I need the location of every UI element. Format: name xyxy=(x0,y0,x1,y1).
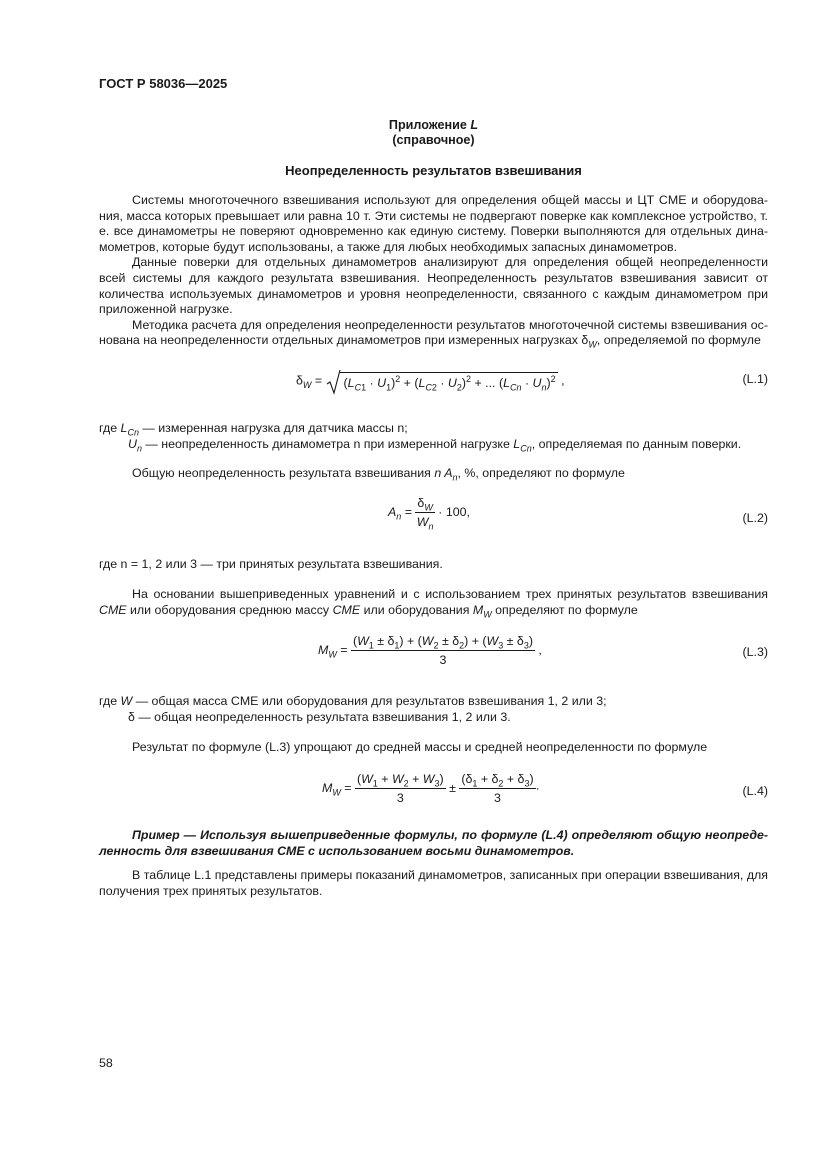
fraction-l4-a: $\frac{(W_1 + W_2 + W_3)}{3}$ xyxy=(356,772,444,805)
equation-l2: $A_n$ = $\frac{\delta_W}{W_n}$ · 100, xyxy=(388,496,470,532)
where-l1-item-2: — неопределенность динамометра n при измеренной нагрузке xyxy=(145,437,510,451)
equation-number-l4: (L.4) xyxy=(742,784,768,798)
paragraph-3 xyxy=(99,318,768,349)
annex-title-prefix: Приложение xyxy=(388,118,467,132)
paragraph-7: В таблице L.1 представлены примеры показаний динамометров, записанных при операции взвешивания, для получения трех принятых результатов. xyxy=(99,868,768,898)
paragraph-7-block xyxy=(99,868,768,899)
paragraph-2: Данные поверки для отдельных динамометров анализируют для определения общей неопределенности всей системы для каждого результата взвешивания. Неопределенность результатов взвешивания зависит от количества используемых динамометров и уровня неопределенности, связанного с каждым динамометром при приложенной нагрузке. xyxy=(99,255,768,317)
equation-number-l1: (L.1) xyxy=(742,372,768,386)
where-l1-item-2-tail: , определяемая по данным поверки. xyxy=(531,437,742,451)
paragraph-4-text: Общую неопределенность результата взвешивания xyxy=(132,466,431,480)
fraction-l3: $\frac{(W_1 \pm \delta_1) + (W_2 \pm \delta_2) + (W_3 \pm \delta_3)}{3}$ xyxy=(352,634,533,667)
fraction-l3-den: 3 xyxy=(439,653,447,667)
paragraph-3-b: , определяемой по формуле xyxy=(596,333,761,348)
paragraph-5-a: На основании вышеприведенных уравнений и с использованием трех принятых результатов взвешивания xyxy=(132,587,768,601)
example-text: Пример — Используя вышеприведенные формулы, по формуле (L.4) определяют общую неопреде-ленность для взвешивания СМЕ с использованием восьми динамометров. xyxy=(99,828,768,858)
term-cme: CME xyxy=(99,602,127,617)
paragraph-1: Системы многоточечного взвешивания используют для определения общей массы и ЦТ CME и оборудова-ния, масса которых превышает или равна 10 т. Эти системы не подвергают поверке как комплексное устройство, т. е. все динамометры не поверяют одновременно как единую систему. Поверки выполняются для отдельных дина-мометров, которые будут использованы, а также для любых необходимых запасных динамометров. xyxy=(99,193,768,254)
paragraph-5-b: или оборудования среднюю массу xyxy=(130,602,330,617)
paragraph-5-c: или оборудования xyxy=(363,602,470,617)
intro-section xyxy=(99,193,768,349)
where-l1-intro: где xyxy=(99,421,118,435)
page-number: 58 xyxy=(99,1056,113,1070)
where-l3-row-2: δ — общая неопределенность результата взвешивания 1, 2 или 3. xyxy=(128,710,511,724)
annex-heading: Неопределенность результатов взвешивания xyxy=(285,163,582,178)
where-l1-item-1: — измеренная нагрузка для датчика массы n; xyxy=(142,421,408,435)
term-cme: CME xyxy=(332,602,361,617)
equation-l2-factor: · 100, xyxy=(438,504,470,519)
paragraph-5-d: определяют по формуле xyxy=(495,602,638,617)
where-block-l1 xyxy=(99,420,779,452)
equation-number-l3: (L.3) xyxy=(742,645,768,659)
equation-l4: $M_W$ = $\frac{(W_1 + W_2 + W_3)}{3}$ ± $\frac{(\delta_1 + \delta_2 + \delta_3)}{3}$ · xyxy=(322,772,540,805)
where-l2-text: где n = 1, 2 или 3 — три принятых результата взвешивания. xyxy=(99,557,443,571)
paragraph-6: Результат по формуле (L.3) упрощают до средней массы и средней неопределенности по формуле xyxy=(132,740,708,754)
paragraph-4-block xyxy=(99,466,768,482)
fraction-l2: $\frac{\delta_W}{W_n}$ xyxy=(416,496,434,532)
where-l3-intro: где xyxy=(99,694,118,708)
example-block xyxy=(99,828,768,859)
paragraph-5-block xyxy=(99,587,768,618)
fraction-l4-a-den: 3 xyxy=(396,791,404,805)
equation-l3: $M_W$ = $\frac{(W_1 \pm \delta_1) + (W_2 \pm \delta_2) + (W_3 \pm \delta_3)}{3}$ , xyxy=(318,634,542,667)
paragraph-3-a: Методика расчета для определения неопределенности результатов многоточечной системы взвешивания ос-нована на неопределенности отдельных динамометров при измеренных нагрузках δ xyxy=(99,317,768,348)
annex-letter: L xyxy=(470,118,479,132)
annex-title xyxy=(99,118,768,132)
paragraph-6-block xyxy=(99,740,768,756)
where-block-l2 xyxy=(99,557,768,573)
equation-l1: $\delta_W$ = $(L_{C1} \cdot U_1)^2 + (L_{C2} \cdot U_2)^2$ + ... $(L_{Cn} \cdot U_n)^2$ , xyxy=(296,372,565,390)
where-l3-item-2: — общая неопределенность результата взвешивания 1, 2 или 3. xyxy=(138,710,511,724)
equation-number-l2: (L.2) xyxy=(742,511,768,525)
where-l1-row-2: $U_n$ — неопределенность динамометра n при измеренной нагрузке $L_{Cn}$, определяемая по данным поверки. xyxy=(128,437,742,454)
where-l3-item-1: — общая масса CME или оборудования для результатов взвешивания 1, 2 или 3; xyxy=(135,694,607,708)
paragraph-4-tail: , %, определяют по формуле xyxy=(457,466,625,480)
paragraph-3-sub: W xyxy=(588,339,597,350)
where-l3-row-1: где W — общая масса CME или оборудования для результатов взвешивания 1, 2 или 3; xyxy=(99,694,607,708)
paragraph-4: Общую неопределенность результата взвешивания n $A_n$, %, определяют по формуле xyxy=(132,466,625,483)
fraction-l4-b-den: 3 xyxy=(494,791,501,805)
where-l1-row-1: где $L_{Cn}$ — измеренная нагрузка для датчика массы n; xyxy=(99,421,408,438)
sqrt-symbol: $(L_{C1} \cdot U_1)^2 + (L_{C2} \cdot U_2)^2$ + ... $(L_{Cn} \cdot U_n)^2$ xyxy=(326,372,558,390)
where-block-l3 xyxy=(99,693,779,725)
annex-note: (справочное) xyxy=(392,133,475,147)
fraction-l4-b: $\frac{(\delta_1 + \delta_2 + \delta_3)}{3}$ xyxy=(461,772,534,805)
paragraph-5: На основании вышеприведенных уравнений и с использованием трех принятых результатов взвешивания CME или оборудования среднюю массу CME или оборудования $M_W$ определяют по формуле xyxy=(99,587,768,620)
document-code: ГОСТ Р 58036—2025 xyxy=(99,76,228,91)
